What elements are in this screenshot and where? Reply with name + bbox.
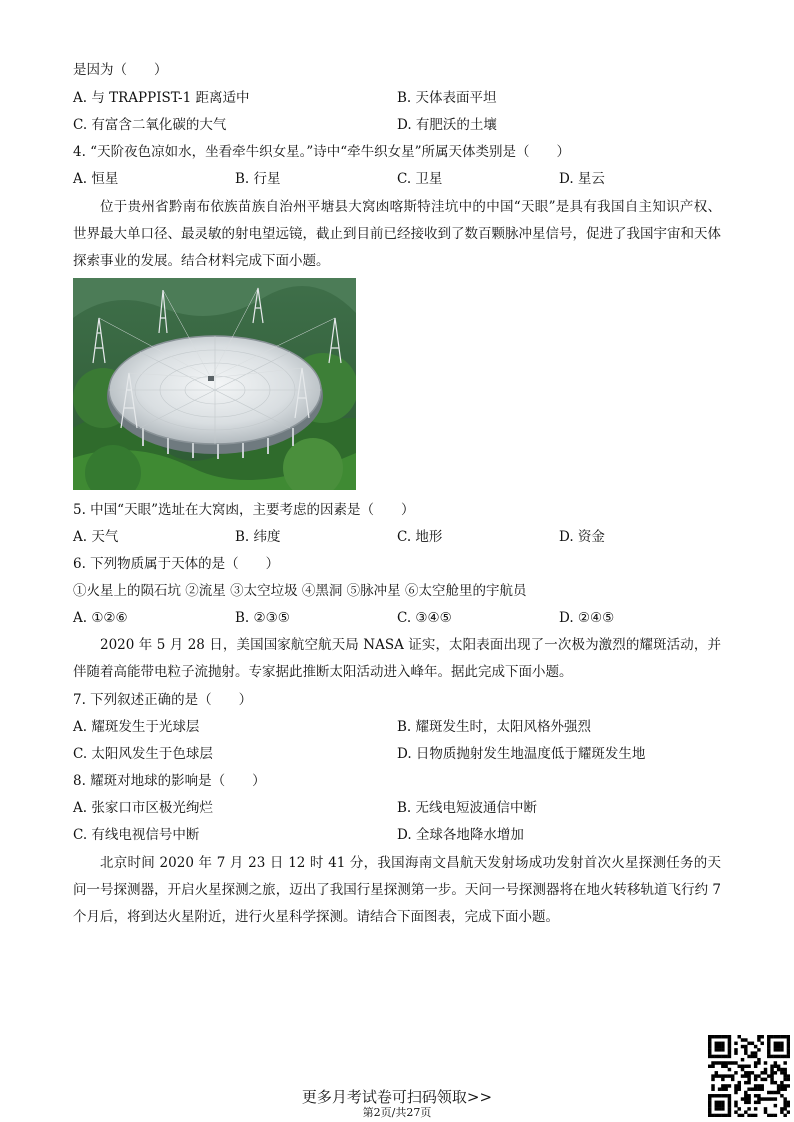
q6-stem: 6. 下列物质属于天体的是（ ）: [73, 556, 280, 572]
passage-fast-telescope: 位于贵州省黔南布依族苗族自治州平塘县大窝凼喀斯特洼坑中的中国“天眼”是具有我国自主知识产权、世界最大单口径、最灵敏的射电望远镜，截止到目前已经接收到了数百颗脉冲星信号，促进了我国宇宙和天体探索事业的发展。结合材料完成下面小题。: [73, 199, 721, 269]
q8-option-a: A. 张家口市区极光绚烂: [73, 800, 213, 816]
q7-stem: 7. 下列叙述正确的是（ ）: [73, 692, 253, 708]
q5-option-a: A. 天气: [73, 529, 119, 545]
q3-option-a: A. 与 TRAPPIST-1 距离适中: [73, 90, 250, 106]
q8-option-c: C. 有线电视信号中断: [73, 827, 200, 843]
q6-items: ①火星上的陨石坑 ②流星 ③太空垃圾 ④黑洞 ⑤脉冲星 ⑥太空舱里的宇航员: [73, 583, 527, 599]
q5-option-d: D. 资金: [559, 529, 605, 545]
q4-option-b: B. 行星: [235, 171, 281, 187]
q5-stem: 5. 中国“天眼”选址在大窝凼，主要考虑的因素是（ ）: [73, 502, 415, 518]
q4-option-a: A. 恒星: [73, 171, 119, 187]
passage-solar-flare: 2020 年 5 月 28 日，美国国家航空航天局 NASA 证实，太阳表面出现了一次极为激烈的耀斑活动，并伴随着高能带电粒子流抛射。专家据此推断太阳活动进入峰年。据此完成下面小题。: [73, 637, 721, 680]
q3-option-b: B. 天体表面平坦: [397, 90, 497, 106]
q4-option-d: D. 星云: [559, 171, 605, 187]
q8-stem: 8. 耀斑对地球的影响是（ ）: [73, 773, 266, 789]
q7-option-a: A. 耀斑发生于光球层: [73, 719, 200, 735]
q7-option-b: B. 耀斑发生时，太阳风格外强烈: [397, 719, 592, 735]
q6-option-c: C. ③④⑤: [397, 610, 452, 626]
q8-option-d: D. 全球各地降水增加: [397, 827, 524, 843]
page-number: 第2页/共27页: [362, 1106, 432, 1119]
footer-promo[interactable]: 更多月考试卷可扫码领取>>: [301, 1088, 493, 1106]
q3-option-c: C. 有富含二氧化碳的大气: [73, 117, 227, 133]
q8-option-b: B. 无线电短波通信中断: [397, 800, 538, 816]
q6-option-d: D. ②④⑤: [559, 610, 615, 626]
q5-option-b: B. 纬度: [235, 529, 281, 545]
q5-option-c: C. 地形: [397, 529, 443, 545]
passage-tianwen-1: 北京时间 2020 年 7 月 23 日 12 时 41 分，我国海南文昌航天发射场成功发射首次火星探测任务的天问一号探测器，开启火星探测之旅，迈出了我国行星探测第一步。天问一号探测器将在地火转移轨道飞行约 7 个月后，将到达火星附近，进行火星科学探测。请结合下面图表，完成下面小题。: [73, 855, 721, 925]
q7-option-d: D. 日物质抛射发生地温度低于耀斑发生地: [397, 746, 646, 762]
q6-option-a: A. ①②⑥: [73, 610, 128, 626]
q3-stem-continuation: 是因为（ ）: [73, 62, 168, 78]
q3-option-d: D. 有肥沃的土壤: [397, 117, 497, 133]
fast-telescope-photo: [73, 278, 356, 490]
q6-option-b: B. ②③⑤: [235, 610, 290, 626]
q4-stem: 4. “天阶夜色凉如水，坐看牵牛织女星。”诗中“牵牛织女星”所属天体类别是（ ）: [73, 144, 571, 160]
q4-option-c: C. 卫星: [397, 171, 443, 187]
q7-option-c: C. 太阳风发生于色球层: [73, 746, 213, 762]
